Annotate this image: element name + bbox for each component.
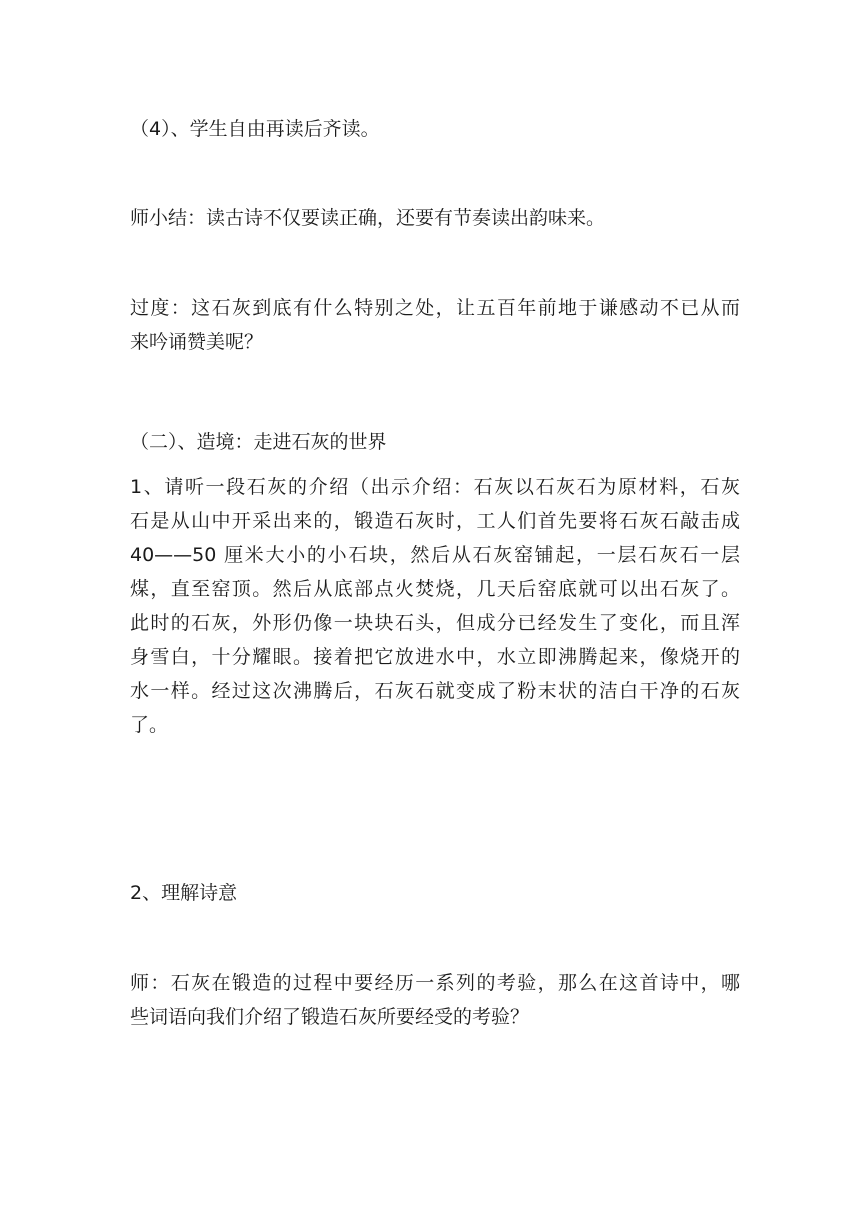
text-line: 过度：这石灰到底有什么特别之处，让五百年前地于谦感动不已从而 bbox=[130, 297, 740, 319]
text-line: 师小结：读古诗不仅要读正确，还要有节奏读出韵味来。 bbox=[130, 207, 606, 229]
text-line: 煤，直至窑顶。然后从底部点火焚烧，几天后窑底就可以出石灰了。 bbox=[130, 578, 740, 600]
text-line: 石是从山中开采出来的，锻造石灰时，工人们首先要将石灰石敲击成 bbox=[130, 510, 740, 532]
text-line: 2、理解诗意 bbox=[130, 882, 238, 904]
text-line: 身雪白，十分耀眼。接着把它放进水中，水立即沸腾起来，像烧开的 bbox=[130, 646, 740, 668]
text-line: 此时的石灰，外形仍像一块块石头，但成分已经发生了变化，而且浑 bbox=[130, 612, 740, 634]
text-line: （4）、学生自由再读后齐读。 bbox=[130, 118, 380, 140]
text-line: （二）、造境：走进石灰的世界 bbox=[130, 431, 387, 453]
paragraph-understand-meaning bbox=[130, 876, 740, 910]
text-line: 水一样。经过这次沸腾后，石灰石就变成了粉末状的洁白干净的石灰 bbox=[130, 680, 740, 702]
text-line: 40——50 厘米大小的小石块，然后从石灰窑铺起，一层石灰石一层 bbox=[130, 544, 740, 566]
text-line: 了。 bbox=[130, 714, 169, 736]
text-line: 些词语向我们介绍了锻造石灰所要经受的考验？ bbox=[130, 1006, 530, 1028]
paragraph-teacher-summary bbox=[130, 201, 740, 235]
paragraph-lime-introduction bbox=[130, 470, 740, 742]
section-heading bbox=[130, 425, 740, 459]
text-line: 师：石灰在锻造的过程中要经历一系列的考验，那么在这首诗中，哪 bbox=[130, 972, 740, 994]
paragraph-reading-step bbox=[130, 112, 740, 146]
paragraph-teacher-question bbox=[130, 966, 740, 1034]
paragraph-transition bbox=[130, 291, 740, 359]
text-line: 来吟诵赞美呢？ bbox=[130, 331, 264, 353]
text-line: 1、请听一段石灰的介绍（出示介绍：石灰以石灰石为原材料，石灰 bbox=[130, 476, 740, 498]
